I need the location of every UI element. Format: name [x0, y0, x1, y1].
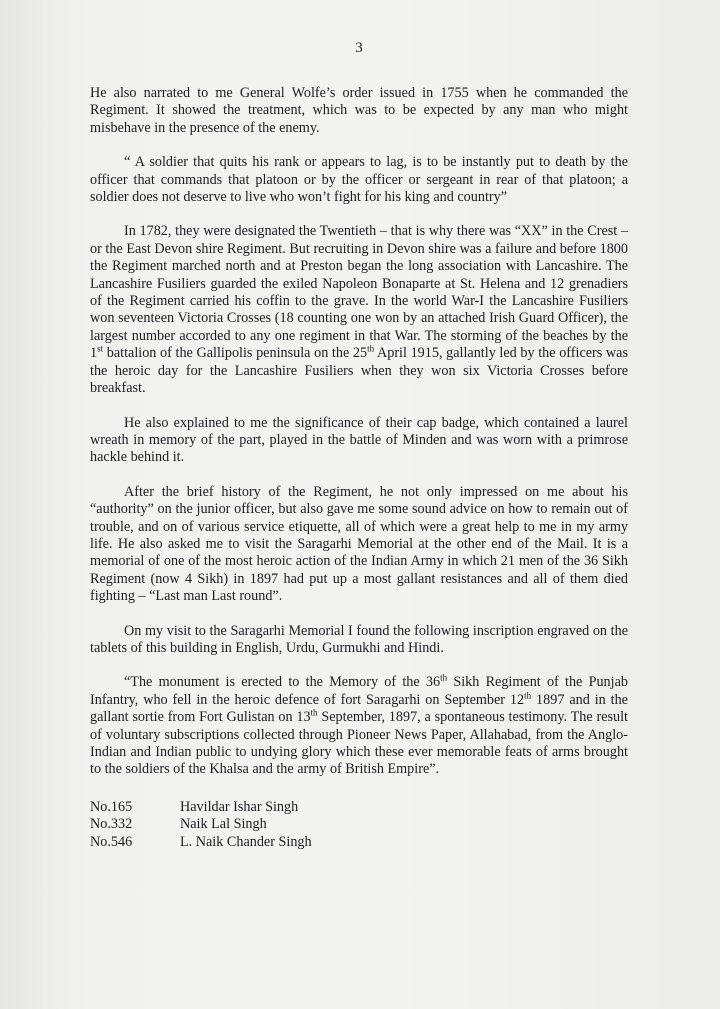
roster-name: L. Naik Chander Singh	[180, 833, 312, 850]
page-number: 3	[355, 40, 363, 56]
paragraph-memorial-visit: On my visit to the Saragarhi Memorial I found the following inscription engraved on the tablets of this building in English, Urdu, Gurmukhi and Hindi.	[90, 622, 628, 656]
paragraph-regiment-history	[90, 223, 628, 397]
roster-row	[90, 799, 628, 816]
history-text-a: In 1782, they were designated the Twentieth – that is why there was “XX” in the Crest – or the East Devon shire Regiment. But recruiting in Devon shire was a failure and before 1800 the Regiment marched north and at Preston began the long association with Lancashire. The Lancashire Fusiliers guarded the exiled Napoleon Bonaparte at St. Helena and 12 grenadiers of the Regiment carried his coffin to the grave. In the world War-I the Lancashire Fusiliers won seventeen Victoria Crosses (18 counting one won by an attached Irish Guard Officer), the largest number accorded to any one regiment in that War. The storming of the beaches by the 1	[90, 223, 628, 362]
inscription-text-d: September, 1897, a spontaneous testimony. The result of voluntary subscriptions collected through Pioneer News Paper, Allahabad, from the Anglo-Indian and Indian public to undying glory which these ever memorable feats of arms brought to the soldiers of the Khalsa and the army of British Empire”.	[90, 709, 628, 778]
paragraph-wolfe-quote: “ A soldier that quits his rank or appears to lag, is to be instantly put to death by the officer that commands that platoon or by the officer or sergeant in rear of that platoon; a soldier does not deserve to live who won’t fight for his king and country”	[90, 154, 628, 206]
roster-name: Havildar Ishar Singh	[180, 798, 299, 815]
history-text-b: battalion of the Gallipolis peninsula on the 25	[103, 345, 368, 362]
roster-row	[90, 834, 628, 851]
roster-number: No.546	[90, 833, 133, 850]
soldier-roster	[90, 799, 628, 851]
roster-number: No.165	[90, 798, 133, 815]
roster-number: No.332	[90, 816, 133, 833]
history-text-c: April 1915, gallantly led by the officers was the heroic day for the Lancashire Fusiliers when they won six Victoria Crosses before breakfast.	[90, 345, 628, 397]
roster-name: Naik Lal Singh	[180, 816, 267, 833]
roster-row	[90, 816, 628, 833]
history-sup-1: st	[97, 343, 104, 354]
paragraph-wolfe-order: He also narrated to me General Wolfe’s order issued in 1755 when he commanded the Regiment. It showed the treatment, which was to be expected by any man who might misbehave in the presence of the enemy.	[90, 85, 628, 136]
inscription-sup-3: th	[310, 707, 318, 718]
inscription-text-b: Sikh Regiment of the Punjab Infantry, who fell in the heroic defence of fort Saragarhi on September 12	[90, 674, 628, 708]
inscription-text-a: “The monument is erected to the Memory of the 36	[124, 674, 441, 691]
paragraph-cap-badge: He also explained to me the significance of their cap badge, which contained a laurel wreath in memory of the part, played in the battle of Minden and was worn with a primrose hackle behind it.	[90, 414, 628, 466]
history-sup-2: th	[367, 343, 375, 354]
inscription-sup-1: th	[440, 672, 448, 683]
paragraph-inscription	[90, 674, 628, 778]
paragraph-advice-saragarhi: After the brief history of the Regiment, he not only impressed on me about his “authority” on the junior officer, but also gave me some sound advice on how to remain out of trouble, and on of various service etiquette, all of which were a great help to me in my army life. He also asked me to visit the Saragarhi Memorial at the other end of the Mail. It is a memorial of one of the most heroic action of the Indian Army in which 21 men of the 36 Sikh Regiment (now 4 Sikh) in 1897 had put up a most gallant resistances and all of them died fighting – “Last man Last round”.	[90, 483, 628, 605]
inscription-text-c: 1897 and in the gallant sortie from Fort Gulistan on 13	[90, 691, 628, 726]
inscription-sup-2: th	[524, 690, 532, 701]
